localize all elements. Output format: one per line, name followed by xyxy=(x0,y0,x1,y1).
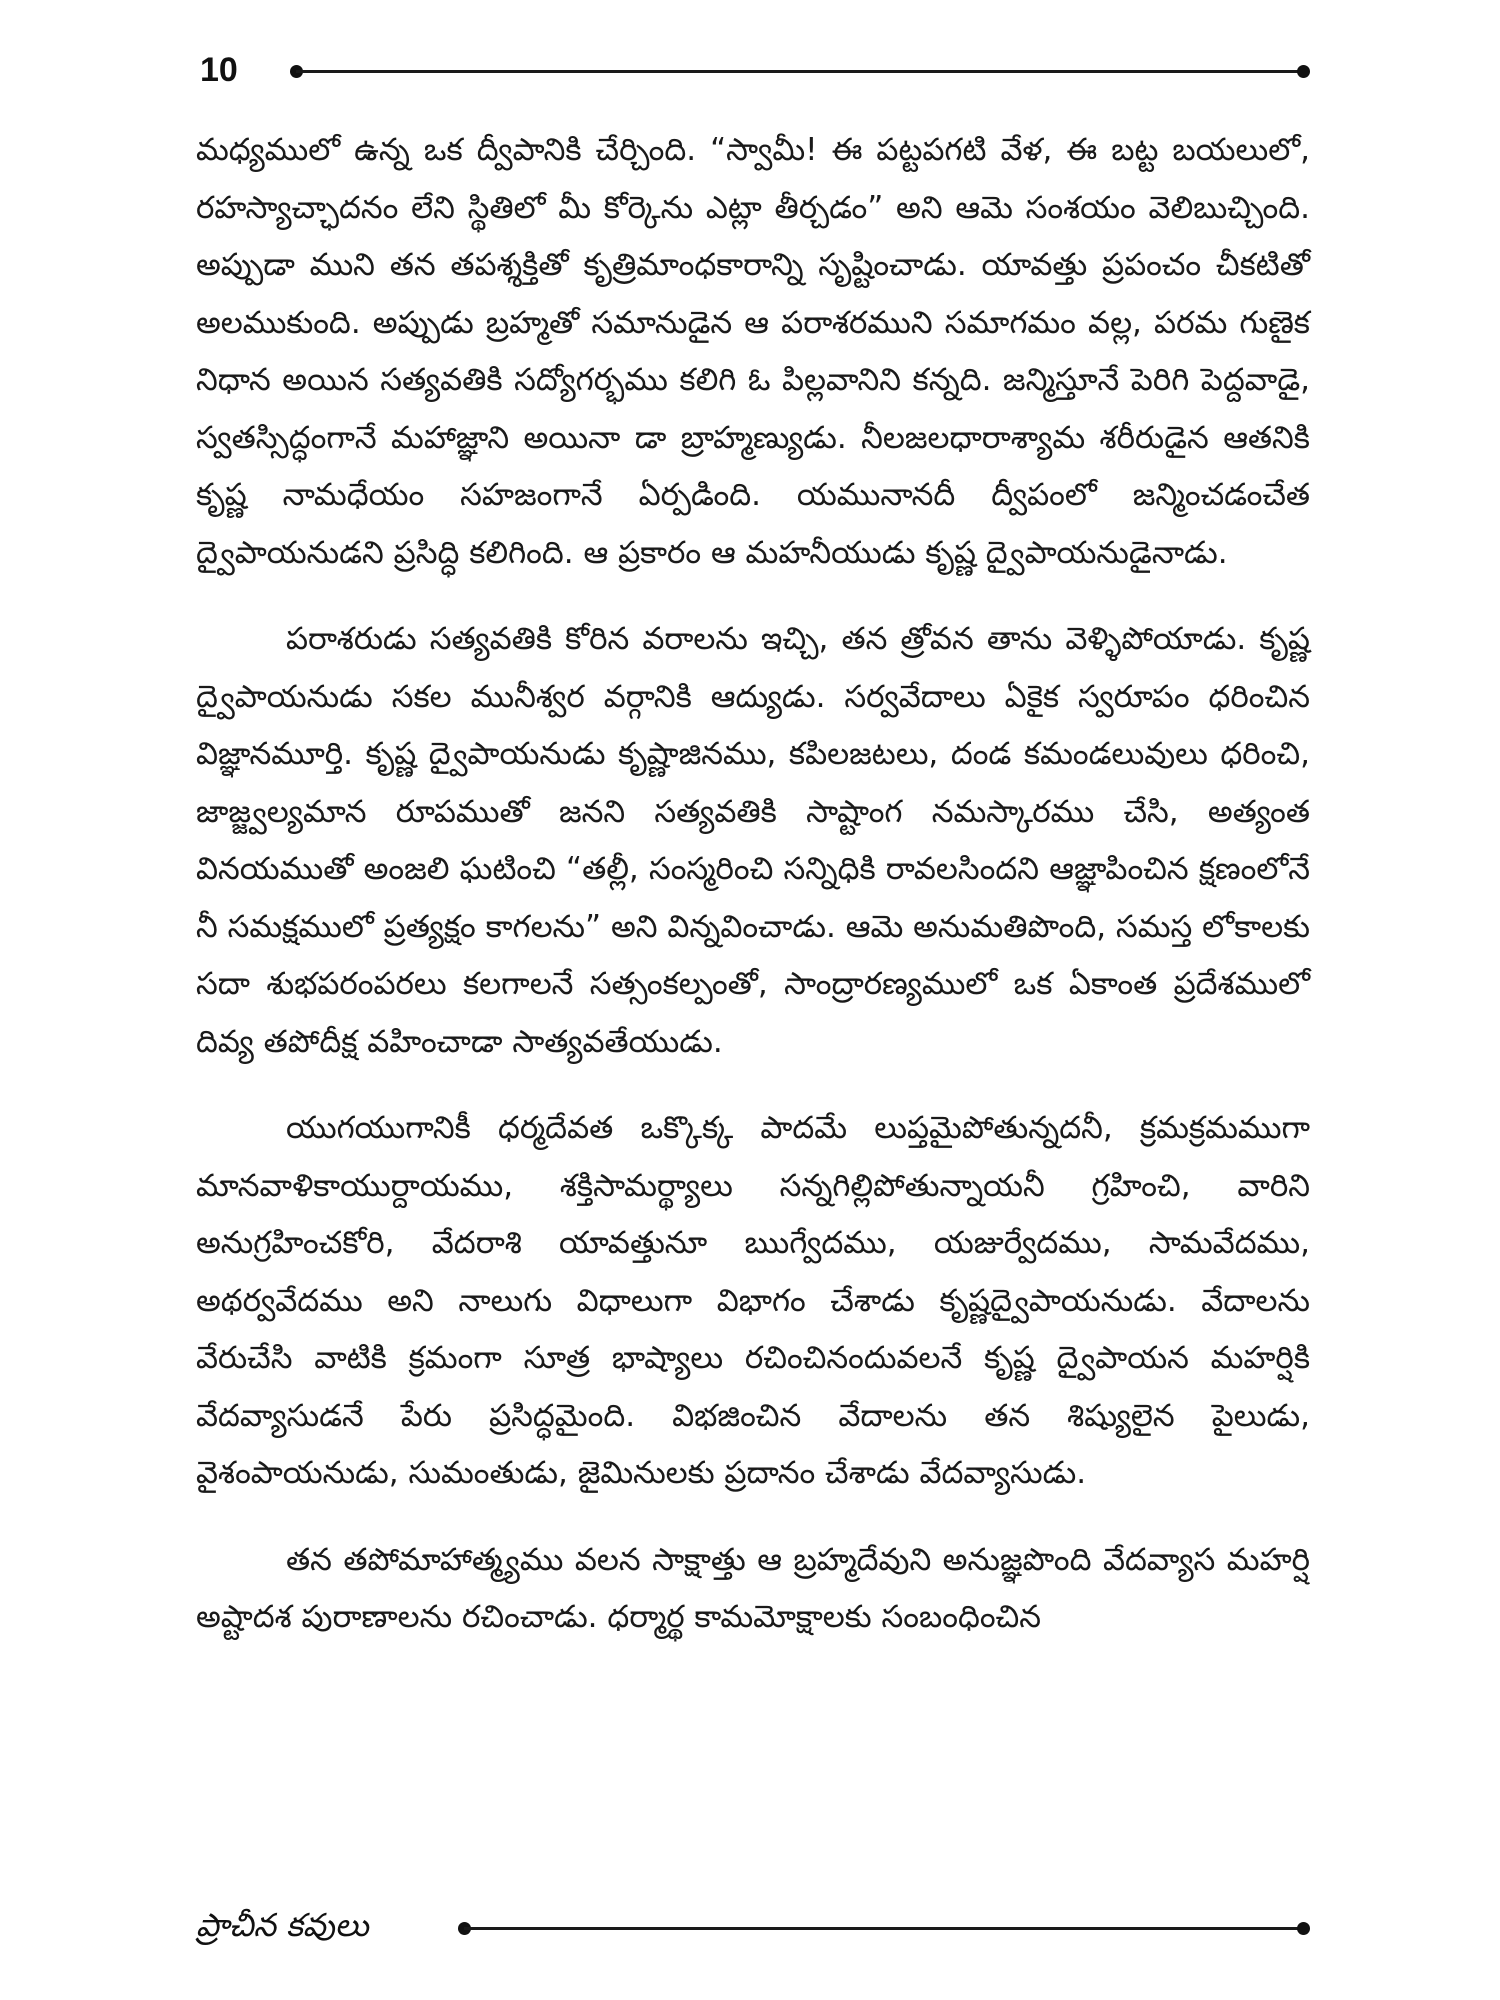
page-header xyxy=(200,48,1310,92)
paragraph-2: పరాశరుడు సత్యవతికి కోరిన వరాలను ఇచ్చి, తన త్రోవన తాను వెళ్ళిపోయాడు. కృష్ణ ద్వైపాయనుడు సకల మునీశ్వర వర్గానికి ఆద్యుడు. సర్వవేదాలు ఏకైక స్వరూపం ధరించిన విజ్ఞానమూర్తి. కృష్ణ ద్వైపాయనుడు కృష్ణాజినము, కపిలజటలు, దండ కమండలువులు ధరించి, జాజ్జ్వల్యమాన రూపముతో జనని సత్యవతికి సాష్టాంగ నమస్కారము చేసి, అత్యంత వినయముతో అంజలి ఘటించి “తల్లీ, సంస్మరించి సన్నిధికి రావలసిందని ఆజ్ఞాపించిన క్షణంలోనే నీ సమక్షములో ప్రత్యక్షం కాగలను” అని విన్నవించాడు. ఆమె అనుమతిపొంది, సమస్త లోకాలకు సదా శుభపరంపరలు కలగాలనే సత్సంకల్పంతో, సాంద్రారణ్యములో ఒక ఏకాంత ప్రదేశములో దివ్య తపోదీక్ష వహించాడా సాత్యవతేయుడు. xyxy=(196,621,1310,1060)
page-number: 10 xyxy=(200,51,238,89)
paragraph-4: తన తపోమాహాత్మ్యము వలన సాక్షాత్తు ఆ బ్రహ్మదేవుని అనుజ్ఞపొంది వేదవ్యాస మహర్షి అష్టాదశ పురాణాలను రచించాడు. ధర్మార్థ కామమోక్షాలకు సంబంధించిన xyxy=(196,1541,1310,1635)
page-footer xyxy=(196,1900,1310,1950)
paragraph-1: మధ్యములో ఉన్న ఒక ద్వీపానికి చేర్చింది. “స్వామీ! ఈ పట్టపగటి వేళ, ఈ బట్ట బయలులో, రహస్యాచ్ఛాదనం లేని స్థితిలో మీ కోర్కెను ఎట్లా తీర్చడం” అని ఆమె సంశయం వెలిబుచ్చింది. అప్పుడా ముని తన తపశ్శక్తితో కృత్రిమాంధకారాన్ని సృష్టించాడు. యావత్తు ప్రపంచం చీకటితో అలముకుంది. అప్పుడు బ్రహ్మతో సమానుడైన ఆ పరాశరముని సమాగమం వల్ల, పరమ గుణైక నిధాన అయిన సత్యవతికి సద్యోగర్భము కలిగి ఓ పిల్లవానిని కన్నది. జన్మిస్తూనే పెరిగి పెద్దవాడై, స్వతస్సిద్ధంగానే మహాజ్ఞాని అయినా డా బ్రాహ్మణ్యుడు. నీలజలధారాశ్యామ శరీరుడైన ఆతనికి కృష్ణ నామధేయం సహజంగానే ఏర్పడింది. యమునానదీ ద్వీపంలో జన్మించడంచేత ద్వైపాయనుడని ప్రసిద్ధి కలిగింది. ఆ ప్రకారం ఆ మహనీయుడు కృష్ణ ద్వైపాయనుడైనాడు. xyxy=(196,132,1310,571)
page-body xyxy=(196,122,1310,1647)
header-rule xyxy=(296,70,1302,73)
paragraph-3: యుగయుగానికీ ధర్మదేవత ఒక్కొక్క పాదమే లుప్తమైపోతున్నదనీ, క్రమక్రమముగా మానవాళికాయుర్దాయము, శక్తిసామర్థ్యాలు సన్నగిల్లిపోతున్నాయనీ గ్రహించి, వారిని అనుగ్రహించకోరి, వేదరాశి యావత్తునూ ఋగ్వేదము, యజుర్వేదము, సామవేదము, అథర్వవేదము అని నాలుగు విధాలుగా విభాగం చేశాడు కృష్ణద్వైపాయనుడు. వేదాలను వేరుచేసి వాటికి క్రమంగా సూత్ర భాష్యాలు రచించినందువలనే కృష్ణ ద్వైపాయన మహర్షికి వేదవ్యాసుడనే పేరు ప్రసిద్ధమైంది. విభజించిన వేదాలను తన శిష్యులైన పైలుడు, వైశంపాయనుడు, సుమంతుడు, జైమినులకు ప్రదానం చేశాడు వేదవ్యాసుడు. xyxy=(196,1110,1310,1491)
header-rule-right-dot xyxy=(1297,65,1310,78)
footer-rule-right-dot xyxy=(1297,1922,1310,1935)
book-title: ప్రాచీన కవులు xyxy=(196,1906,369,1944)
footer-rule xyxy=(464,1927,1302,1930)
